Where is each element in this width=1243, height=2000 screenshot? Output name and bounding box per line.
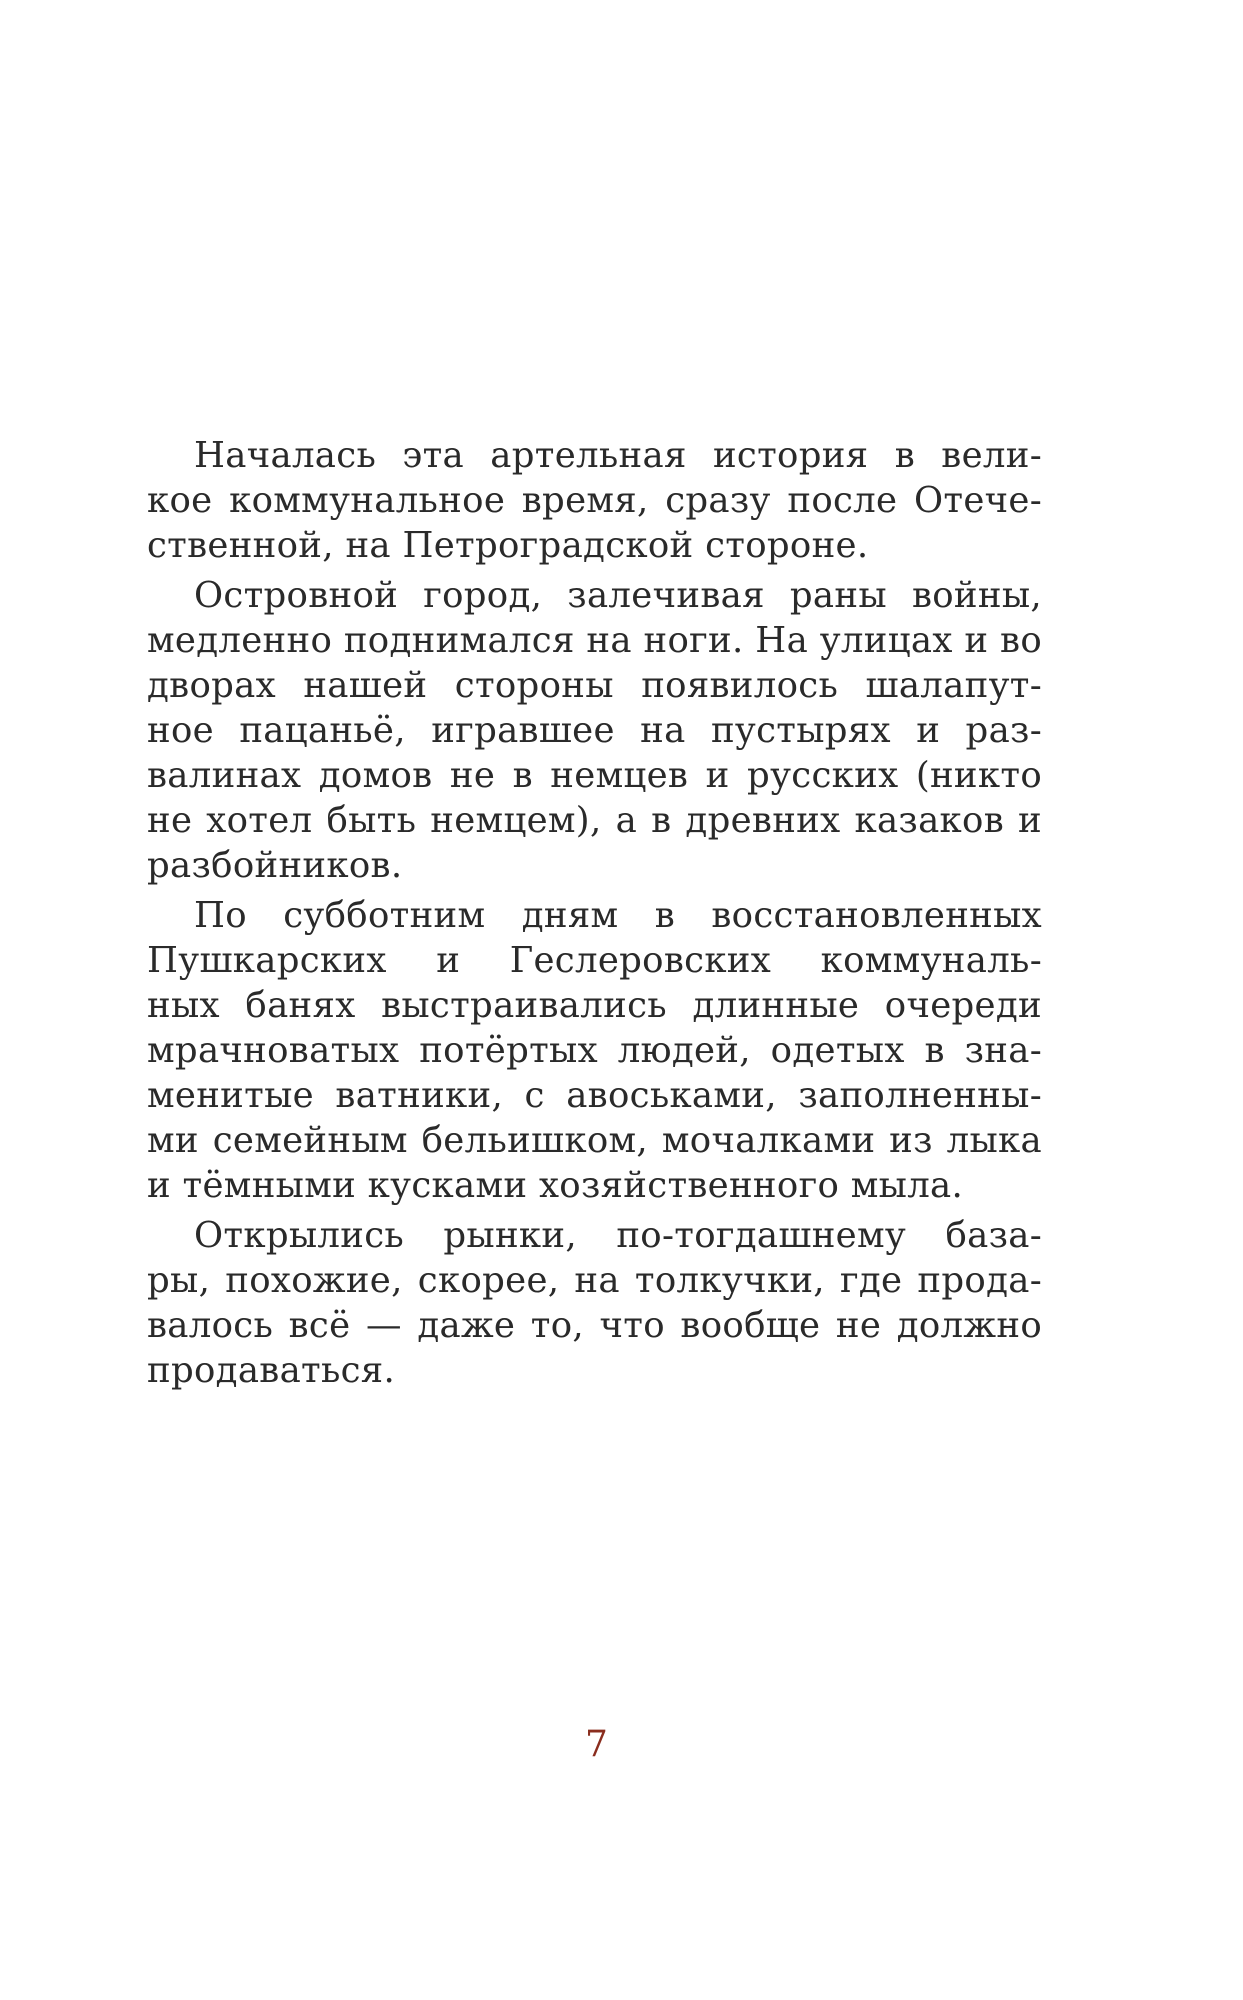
paragraph-3 (147, 893, 1042, 1208)
text-line: дворах нашей стороны появилось шалапут- (147, 665, 1042, 706)
text-line: продаваться. (147, 1350, 396, 1391)
text-line: валось всё — даже то, что вообще не должно (147, 1305, 1042, 1346)
text-line: и тёмными кусками хозяйственного мыла. (147, 1165, 964, 1206)
paragraph-1 (147, 433, 1042, 568)
text-line: По субботним дням в восстановленных (194, 895, 1042, 936)
text-line: медленно поднимался на ноги. На улицах и во (147, 620, 1042, 661)
text-line: мрачноватых потёртых людей, одетых в зна- (147, 1030, 1042, 1071)
text-line: Пушкарских и Геслеровских коммуналь- (147, 940, 1042, 981)
page-number: 7 (585, 1724, 608, 1765)
text-line: Островной город, залечивая раны войны, (194, 575, 1042, 616)
body-text (147, 433, 1042, 1398)
text-line: ми семейным бельишком, мочалками из лыка (147, 1120, 1042, 1161)
text-line: кое коммунальное время, сразу после Отече- (147, 480, 1042, 521)
text-line: Началась эта артельная история в вели- (194, 435, 1042, 476)
paragraph-2 (147, 573, 1042, 888)
text-line: валинах домов не в немцев и русских (никто (147, 755, 1042, 796)
text-line: ры, похожие, скорее, на толкучки, где прода- (147, 1260, 1042, 1301)
text-line: менитые ватники, с авоськами, заполненны- (147, 1075, 1042, 1116)
paragraph-4 (147, 1213, 1042, 1393)
text-line: ное пацаньё, игравшее на пустырях и раз- (147, 710, 1042, 751)
text-line: не хотел быть немцем), а в древних казаков и (147, 800, 1042, 841)
text-line: ных банях выстраивались длинные очереди (147, 985, 1042, 1026)
text-line: ственной, на Петроградской стороне. (147, 525, 869, 566)
text-line: Открылись рынки, по-тогдашнему база- (194, 1215, 1042, 1256)
text-line: разбойников. (147, 845, 403, 886)
